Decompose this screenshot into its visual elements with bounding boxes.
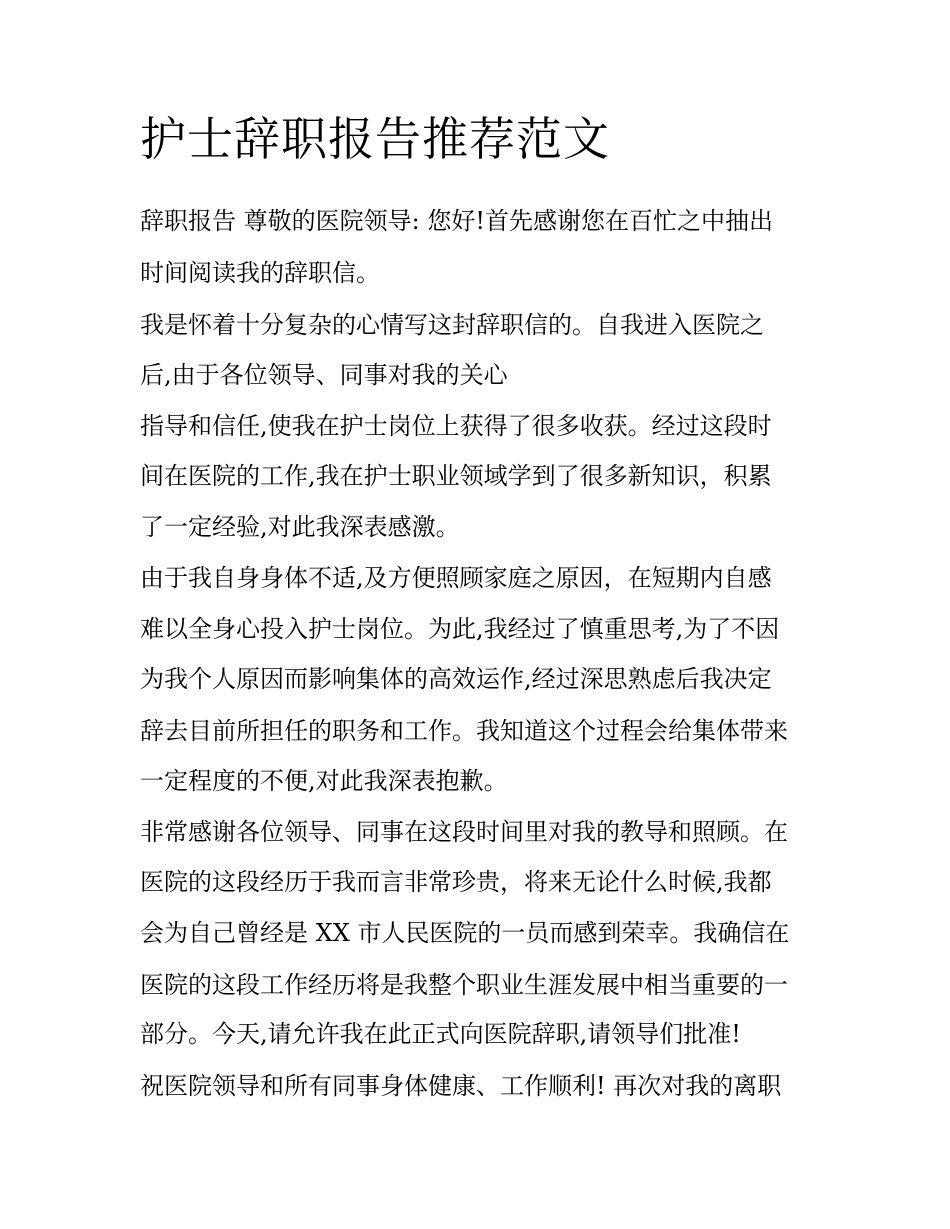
body-line: 间在医院的工作,我在护士职业领域学到了很多新知识，积累 (140, 462, 772, 490)
body-line: 医院的这段工作经历将是我整个职业生涯发展中相当重要的一 (140, 971, 788, 999)
body-line: 时间阅读我的辞职信。 (140, 259, 380, 287)
body-line: 难以全身心投入护士岗位。为此,我经过了慎重思考,为了不因 (140, 615, 780, 643)
body-line: 辞职报告 尊敬的医院领导: 您好!首先感谢您在百忙之中抽出 (140, 207, 773, 235)
body-line: 为我个人原因而影响集体的高效运作,经过深思熟虑后我决定 (140, 665, 772, 693)
body-line: 部分。今天,请允许我在此正式向医院辞职,请领导们批准! (140, 1020, 741, 1048)
body-line: 我是怀着十分复杂的心情写这封辞职信的。自我进入医院之 (140, 311, 764, 339)
body-line: 辞去目前所担任的职务和工作。我知道这个过程会给集体带来 (140, 717, 788, 745)
body-line: 了一定经验,对此我深表感激。 (140, 513, 460, 541)
body-line: 一定程度的不便,对此我深表抱歉。 (140, 767, 508, 795)
body-line: 指导和信任,使我在护士岗位上获得了很多收获。经过这段时 (140, 412, 772, 440)
body-line: 会为自己曾经是 XX 市人民医院的一员而感到荣幸。我确信在 (140, 919, 790, 947)
body-line: 由于我自身身体不适,及方便照顾家庭之原因，在短期内自感 (140, 564, 772, 592)
body-line: 非常感谢各位领导、同事在这段时间里对我的教导和照顾。在 (140, 818, 788, 846)
body-line: 后,由于各位领导、同事对我的关心 (140, 361, 508, 389)
body-line: 祝医院领导和所有同事身体健康、工作顺利! 再次对我的离职 (140, 1072, 782, 1100)
page-title: 护士辞职报告推荐范文 (140, 112, 610, 166)
body-line: 医院的这段经历于我而言非常珍贵，将来无论什么时候,我都 (140, 868, 772, 896)
